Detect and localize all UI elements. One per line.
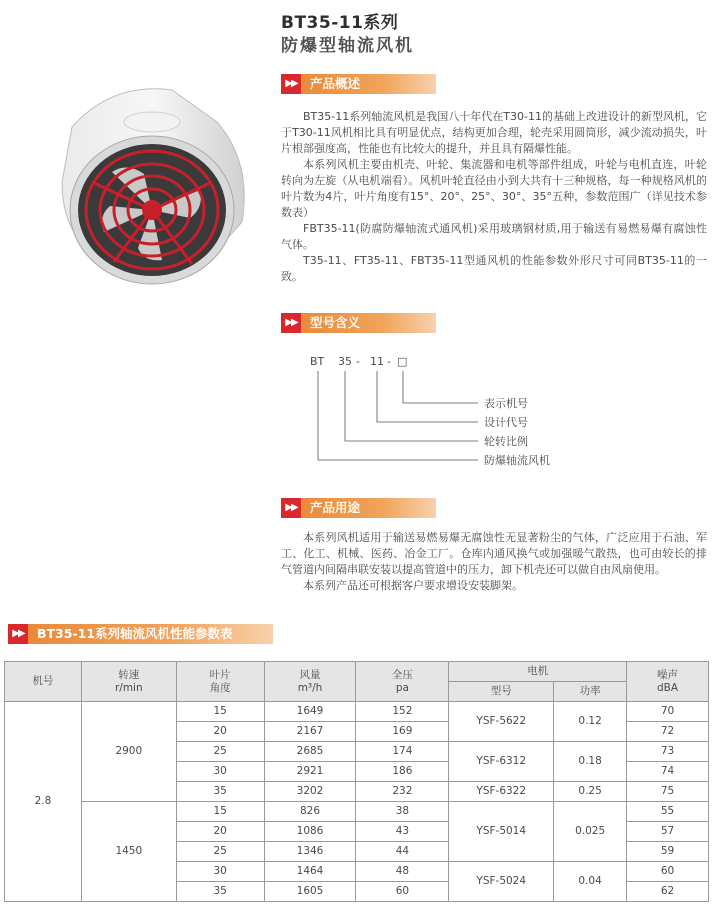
cell-angle: 20: [176, 722, 264, 742]
overview-paragraph: FBT35-11(防腐防爆轴流式通风机)采用玻璃钢材质,用于输送有易燃易爆有腐蚀性气体。: [281, 222, 707, 251]
header-machine-no: 机号: [5, 662, 82, 702]
cell-motor-power: 0.04: [554, 862, 627, 902]
usage-paragraph: 本系列风机适用于输送易燃易爆无腐蚀性无显著粉尘的气体，广泛应用于石油、军工、化工、机械、医药、冶金工厂。仓库内通风换气或加强暖气散热，也可由较长的排气管道内间隔串联安装以提高管道中的压力，卸下机壳还可以做自由风扇使用。: [281, 531, 707, 576]
cell-angle: 25: [176, 842, 264, 862]
cell-pressure: 186: [356, 762, 449, 782]
cell-airflow: 1605: [264, 882, 356, 902]
cell-angle: 15: [176, 702, 264, 722]
model-code-diagram: [290, 345, 570, 480]
meaning-design-code: 设计代号: [484, 416, 528, 429]
cell-pressure: 174: [356, 742, 449, 762]
cell-motor-power: 0.12: [554, 702, 627, 742]
cell-airflow: 2167: [264, 722, 356, 742]
header-motor: 电机: [449, 662, 627, 682]
performance-table: [4, 661, 709, 902]
section-label: 产品概述: [301, 74, 436, 94]
section-label: BT35-11系列轴流风机性能参数表: [28, 624, 273, 644]
cell-airflow: 1464: [264, 862, 356, 882]
cell-noise: 74: [627, 762, 709, 782]
cell-pressure: 43: [356, 822, 449, 842]
cell-pressure: 152: [356, 702, 449, 722]
cell-angle: 35: [176, 882, 264, 902]
cell-motor-power: 0.18: [554, 742, 627, 782]
meaning-hub-ratio: 轮转比例: [484, 435, 528, 448]
cell-motor-power: 0.025: [554, 802, 627, 862]
header-airflow: 风量 m³/h: [264, 662, 356, 702]
overview-paragraph: BT35-11系列轴流风机是我国八十年代在T30-11的基础上改进设计的新型风机，它于T30-11风机相比具有明显优点，结构更加合理，轮壳采用圆筒形，减少流动损失，叶片根部强度高，性能也有比较大的提升，并且具有隔爆性能。: [281, 110, 707, 155]
meaning-machine-no: 表示机号: [484, 397, 528, 410]
meaning-type: 防爆轴流风机: [484, 454, 550, 467]
cell-pressure: 60: [356, 882, 449, 902]
cell-angle: 15: [176, 802, 264, 822]
page-title: BT35-11系列: [281, 13, 399, 33]
cell-machine-no: 2.8: [5, 702, 82, 902]
cell-pressure: 48: [356, 862, 449, 882]
table-row: [5, 802, 709, 822]
cell-noise: 59: [627, 842, 709, 862]
cell-noise: 60: [627, 862, 709, 882]
cell-noise: 73: [627, 742, 709, 762]
usage-text: [281, 530, 707, 594]
code-11: 11: [370, 355, 384, 368]
cell-motor-model: YSF-5014: [449, 802, 554, 862]
cell-speed: 1450: [81, 802, 176, 902]
header-speed: 转速 r/min: [81, 662, 176, 702]
cell-pressure: 38: [356, 802, 449, 822]
cell-noise: 75: [627, 782, 709, 802]
axial-fan-image: [52, 82, 252, 287]
section-label: 型号含义: [301, 313, 436, 333]
cell-motor-model: YSF-5622: [449, 702, 554, 742]
code-dash: -: [387, 355, 391, 368]
cell-airflow: 1649: [264, 702, 356, 722]
cell-noise: 72: [627, 722, 709, 742]
header-blade-angle: 叶片 角度: [176, 662, 264, 702]
cell-pressure: 232: [356, 782, 449, 802]
cell-angle: 25: [176, 742, 264, 762]
cell-pressure: 169: [356, 722, 449, 742]
cell-angle: 30: [176, 762, 264, 782]
code-box: □: [397, 355, 408, 368]
double-chevron-right-icon: ▶▶: [281, 74, 301, 94]
usage-paragraph: 本系列产品还可根据客户要求增设安装脚架。: [303, 579, 523, 592]
cell-speed: 2900: [81, 702, 176, 802]
cell-airflow: 2685: [264, 742, 356, 762]
cell-angle: 30: [176, 862, 264, 882]
double-chevron-right-icon: ▶▶: [281, 498, 301, 518]
cell-airflow: 826: [264, 802, 356, 822]
cell-airflow: 3202: [264, 782, 356, 802]
header-pressure: 全压 pa: [356, 662, 449, 702]
code-35: 35: [338, 355, 352, 368]
cell-motor-model: YSF-6312: [449, 742, 554, 782]
section-label: 产品用途: [301, 498, 436, 518]
overview-paragraph: 本系列风机主要由机壳、叶轮、集流器和电机等部件组成，叶轮与电机直连，叶轮转向为左旋（从电机端看）。风机叶轮直径由小到大共有十三种规格，每一种规格风机的叶片数为4片，叶片角度有15°、20°、25°、30°、35°五种，参数范围广（详见技术参数表）: [281, 158, 707, 219]
overview-paragraph: T35-11、FT35-11、FBT35-11型通风机的性能参数外形尺寸可同BT35-11的一致。: [281, 254, 707, 283]
cell-airflow: 1346: [264, 842, 356, 862]
cell-noise: 70: [627, 702, 709, 722]
code-bt: BT: [310, 355, 325, 368]
double-chevron-right-icon: ▶▶: [281, 313, 301, 333]
header-motor-power: 功率: [554, 682, 627, 702]
table-row: [5, 702, 709, 722]
overview-text: [281, 109, 707, 285]
cell-airflow: 1086: [264, 822, 356, 842]
cell-pressure: 44: [356, 842, 449, 862]
cell-motor-model: YSF-5024: [449, 862, 554, 902]
page-subtitle: 防爆型轴流风机: [281, 36, 414, 56]
cell-noise: 55: [627, 802, 709, 822]
cell-angle: 20: [176, 822, 264, 842]
cell-noise: 57: [627, 822, 709, 842]
double-chevron-right-icon: ▶▶: [8, 624, 28, 644]
cell-motor-model: YSF-6322: [449, 782, 554, 802]
code-dash: -: [356, 355, 360, 368]
header-motor-model: 型号: [449, 682, 554, 702]
cell-angle: 35: [176, 782, 264, 802]
cell-airflow: 2921: [264, 762, 356, 782]
cell-noise: 62: [627, 882, 709, 902]
header-noise: 噪声 dBA: [627, 662, 709, 702]
cell-motor-power: 0.25: [554, 782, 627, 802]
